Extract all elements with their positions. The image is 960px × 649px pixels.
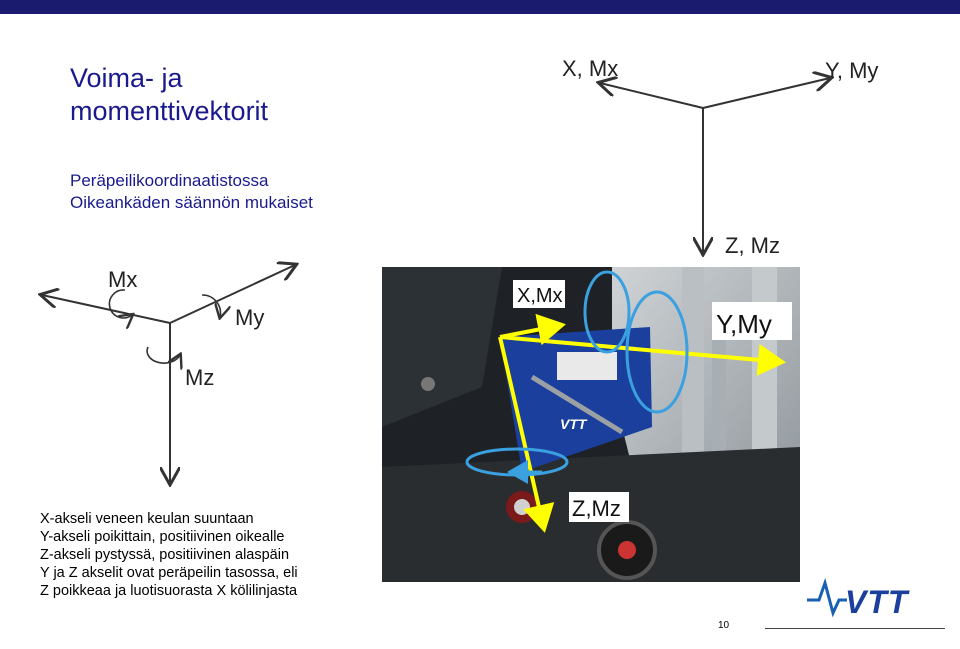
mz-label: Mz: [185, 365, 215, 390]
title-line-2: momenttivektorit: [70, 96, 269, 126]
y-axis-arrow: [703, 78, 830, 108]
description-line: Y ja Z akselit ovat peräpeilin tasossa, eli: [40, 565, 298, 581]
axes-sketch-top: [540, 48, 920, 273]
photo-y-label: Y,My: [716, 309, 772, 339]
axis-description: [40, 510, 380, 600]
vtt-logo: [805, 575, 920, 620]
page-number: 10: [718, 620, 730, 631]
logo-text: VTT: [845, 584, 909, 620]
footer-divider: [765, 628, 945, 629]
sketch-x-label: X, Mx: [562, 56, 619, 81]
mx-label: Mx: [108, 267, 138, 292]
left-x-axis-arrow: [42, 295, 170, 323]
transom-photo: [382, 267, 800, 582]
subtitle-line-1: Peräpeilikoordinaatistossa: [70, 171, 269, 190]
title-line-1: Voima- ja: [70, 63, 183, 93]
slide-subtitle: [70, 170, 410, 214]
photo-x-label: X,Mx: [517, 285, 563, 307]
slide-title: [70, 62, 370, 128]
sketch-y-label: Y, My: [825, 58, 879, 83]
photo-z-label: Z,Mz: [572, 496, 621, 521]
logo-wave-icon: [807, 583, 847, 613]
description-line: Z-akseli pystyssä, positiivinen alaspäin: [40, 547, 290, 563]
top-bar: [0, 0, 960, 14]
plate-vtt-logo: VTT: [560, 416, 587, 432]
subtitle-line-2: Oikeankäden säännön mukaiset: [70, 193, 313, 212]
sketch-z-label: Z, Mz: [725, 233, 780, 258]
description-line: Y-akseli poikittain, positiivinen oikealle: [40, 529, 285, 545]
my-label: My: [235, 305, 265, 330]
x-axis-arrow: [600, 83, 703, 108]
description-line: Z poikkeaa ja luotisuorasta X kölilinjasta: [40, 583, 298, 599]
mz-rotation-arrow: [147, 347, 180, 363]
description-line: X-akseli veneen keulan suuntaan: [40, 511, 254, 527]
left-y-axis-arrow: [170, 265, 295, 323]
moments-sketch-left: [30, 255, 340, 490]
